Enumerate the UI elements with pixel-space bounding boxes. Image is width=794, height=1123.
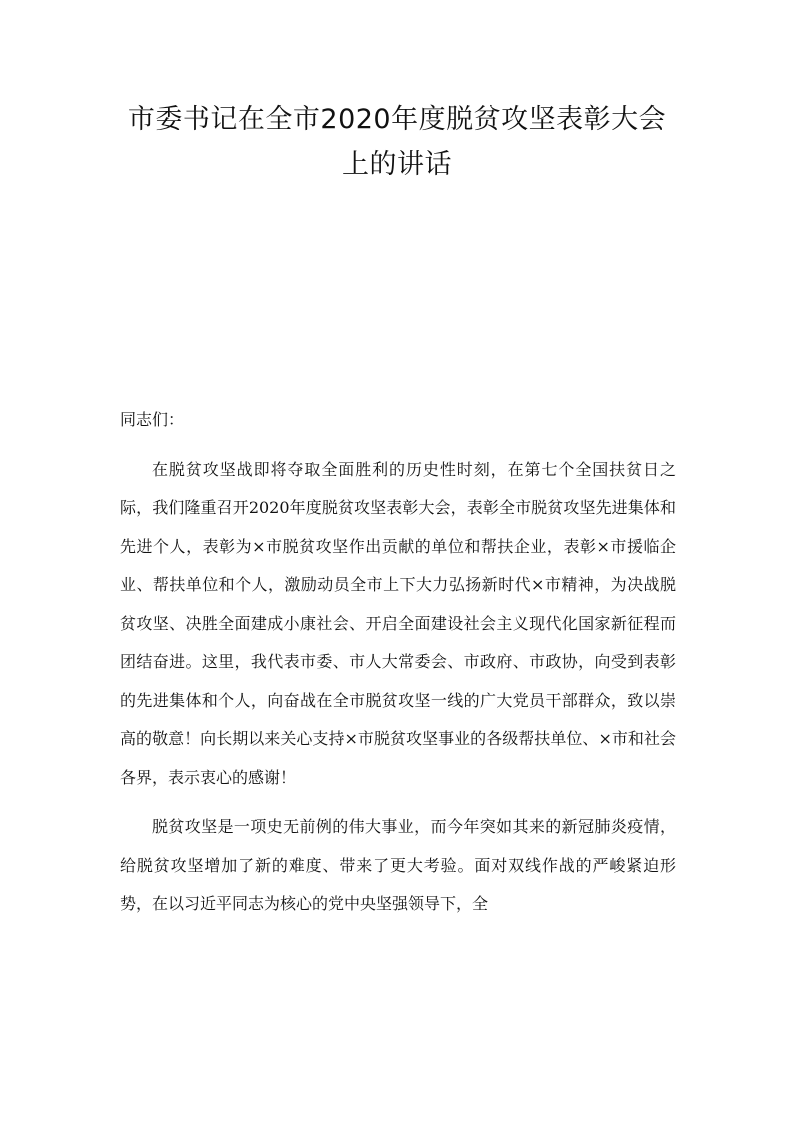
document-title: 市委书记在全市2020年度脱贫攻坚表彰大会上的讲话 — [127, 104, 667, 180]
document-body — [120, 401, 676, 935]
paragraph-2: 脱贫攻坚是一项史无前例的伟大事业，而今年突如其来的新冠肺炎疫情，给脱贫攻坚增加了新的难度、带来了更大考验。面对双线作战的严峻紧迫形势，在以习近平同志为核心的党中央坚强领导下，全 — [120, 817, 676, 913]
salutation: 同志们： — [120, 410, 185, 429]
paragraph-1: 在脱贫攻坚战即将夺取全面胜利的历史性时刻，在第七个全国扶贫日之际，我们隆重召开2020年度脱贫攻坚表彰大会，表彰全市脱贫攻坚先进集体和先进个人，表彰为×市脱贫攻坚作出贡献的单位和帮扶企业，表彰×市援临企业、帮扶单位和个人，激励动员全市上下大力弘扬新时代×市精神，为决战脱贫攻坚、决胜全面建成小康社会、开启全面建设社会主义现代化国家新征程而团结奋进。这里，我代表市委、市人大常委会、市政府、市政协，向受到表彰的先进集体和个人，向奋战在全市脱贫攻坚一线的广大党员干部群众，致以崇高的敬意！向长期以来关心支持×市脱贫攻坚事业的各级帮扶单位、×市和社会各界，表示衷心的感谢！ — [120, 459, 676, 787]
